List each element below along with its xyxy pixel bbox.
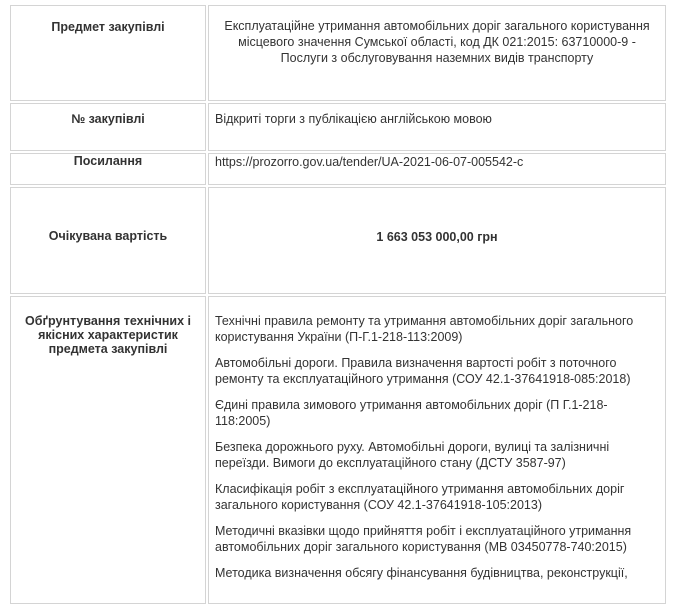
grounds-label: Обґрунтування технічних і якісних характеристик предмета закупівлі (10, 296, 206, 604)
grounds-item: Методика визначення обсягу фінансування будівництва, реконструкції, (215, 566, 628, 580)
procurement-info-table (8, 3, 668, 606)
row-link (10, 153, 666, 185)
link-label: Посилання (10, 153, 206, 185)
cost-label: Очікувана вартість (10, 187, 206, 294)
row-number (10, 103, 666, 151)
grounds-item: Єдині правила зимового утримання автомобільних доріг (П Г.1-218-118:2005) (215, 398, 608, 428)
grounds-item: Класифікація робіт з експлуатаційного утримання автомобільних доріг загального користування (СОУ 42.1-37641918-105:2013) (215, 482, 625, 512)
row-subject (10, 5, 666, 101)
number-label: № закупівлі (10, 103, 206, 151)
grounds-item: Автомобільні дороги. Правила визначення вартості робіт з поточного ремонту та експлуатаційного утримання (СОУ 42.1-37641918-085:2018) (215, 356, 631, 386)
grounds-item: Технічні правила ремонту та утримання автомобільних доріг загального користування України (П-Г.1-218-113:2009) (215, 314, 634, 344)
subject-label: Предмет закупівлі (10, 5, 206, 101)
number-value: Відкриті торги з публікацією англійською мовою (208, 103, 666, 151)
tender-link[interactable]: https://prozorro.gov.ua/tender/UA-2021-06-07-005542-c (208, 153, 666, 185)
grounds-item: Методичні вказівки щодо прийняття робіт і експлуатаційного утримання автомобільних доріг загального користування (МВ 03450778-740:2015) (215, 524, 632, 554)
cost-value: 1 663 053 000,00 грн (208, 187, 666, 294)
row-grounds (10, 296, 666, 604)
grounds-item: Безпека дорожнього руху. Автомобільні дороги, вулиці та залізничні переїзди. Вимоги до експлуатаційного стану (ДСТУ 3587-97) (215, 440, 610, 470)
row-cost (10, 187, 666, 294)
subject-value: Експлуатаційне утримання автомобільних доріг загального користування місцевого значення Сумської області, код ДК 021:2015: 63710000-9 - Послуги з обслуговування наземних видів транспорту (208, 5, 666, 101)
grounds-list (208, 296, 666, 604)
